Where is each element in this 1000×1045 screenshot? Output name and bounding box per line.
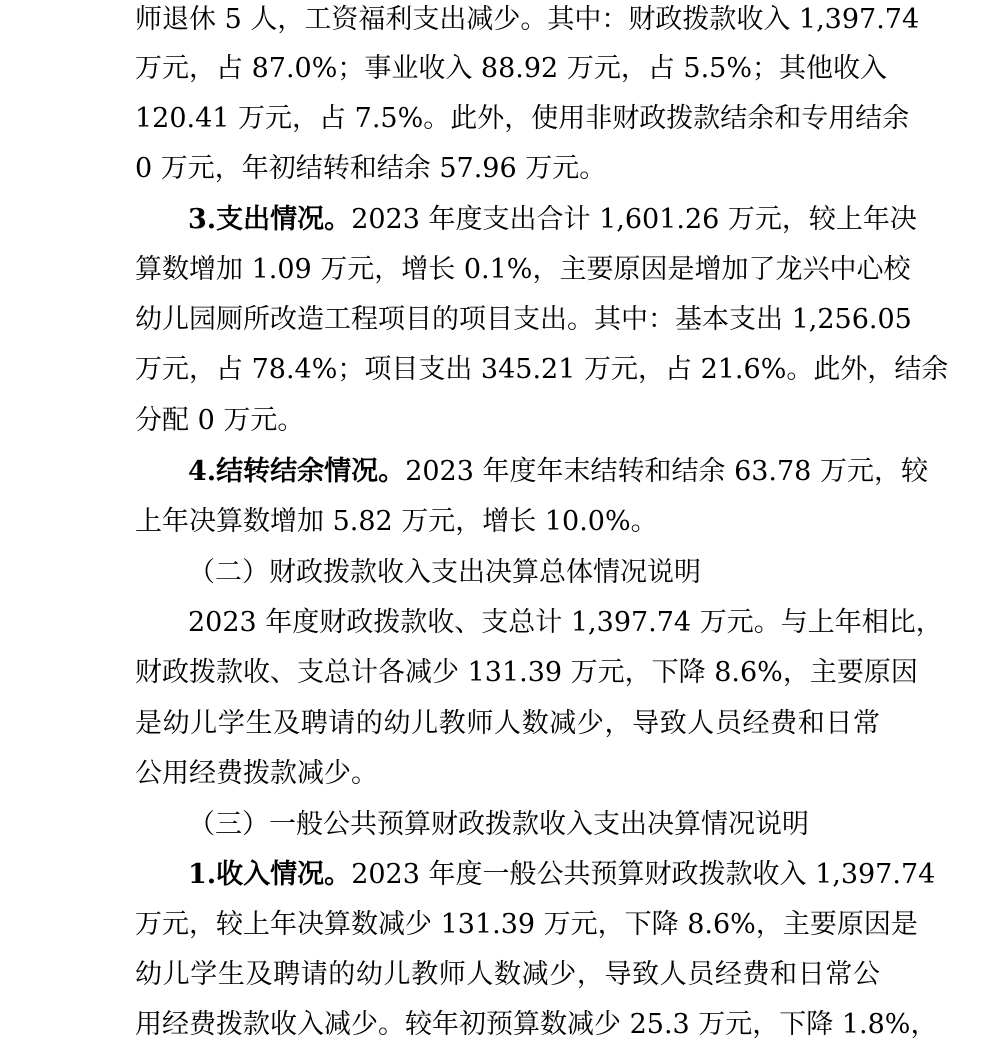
section-heading: （二）财政拨款收入支出决算总体情况说明 [188, 557, 701, 588]
paragraph-first-line [188, 200, 917, 240]
text-line: 万元，占 78.4%；项目支出 345.21 万元，占 21.6%。此外，结余 [135, 354, 949, 385]
text-line: 幼儿学生及聘请的幼儿教师人数减少，导致人员经费和日常公 [135, 959, 880, 990]
text-line: 师退休 5 人，工资福利支出减少。其中：财政拨款收入 1,397.74 [135, 4, 920, 35]
paragraph-first-line [188, 855, 936, 895]
text-line: 是幼儿学生及聘请的幼儿教师人数减少，导致人员经费和日常 [135, 708, 880, 739]
text-line: 上年决算数增加 5.82 万元，增长 10.0%。 [135, 506, 658, 537]
text-line: 幼儿园厕所改造工程项目的项目支出。其中：基本支出 1,256.05 [135, 304, 912, 335]
text-line: 万元，较上年决算数减少 131.39 万元，下降 8.6%，主要原因是 [135, 909, 918, 940]
paragraph-first-line: 2023 年度财政拨款收、支总计 1,397.74 万元。与上年相比， [188, 607, 943, 638]
text-line: 用经费拨款收入减少。较年初预算数减少 25.3 万元，下降 1.8%， [135, 1009, 938, 1040]
text-span: 2023 年度一般公共预算财政拨款收入 1,397.74 [351, 859, 936, 890]
text-span: 2023 年度年末结转和结余 63.78 万元，较 [405, 456, 928, 487]
text-line: 算数增加 1.09 万元，增长 0.1%，主要原因是增加了龙兴中心校 [135, 254, 911, 285]
text-line: 0 万元，年初结转和结余 57.96 万元。 [135, 153, 607, 184]
section-lead-expenditure: 3.支出情况。 [188, 204, 352, 235]
section-lead-income: 1.收入情况。 [188, 859, 352, 890]
text-line: 公用经费拨款减少。 [135, 758, 378, 789]
text-span: 2023 年度支出合计 1,601.26 万元，较上年决 [351, 204, 917, 235]
section-lead-carryover: 4.结转结余情况。 [188, 456, 406, 487]
text-line: 分配 0 万元。 [135, 405, 305, 436]
section-heading: （三）一般公共预算财政拨款收入支出决算情况说明 [188, 809, 809, 840]
text-line: 财政拨款收、支总计各减少 131.39 万元，下降 8.6%，主要原因 [135, 657, 918, 688]
text-line: 120.41 万元，占 7.5%。此外，使用非财政拨款结余和专用结余 [135, 103, 910, 134]
text-line: 万元，占 87.0%；事业收入 88.92 万元，占 5.5%；其他收入 [135, 53, 887, 84]
paragraph-first-line [188, 452, 928, 492]
